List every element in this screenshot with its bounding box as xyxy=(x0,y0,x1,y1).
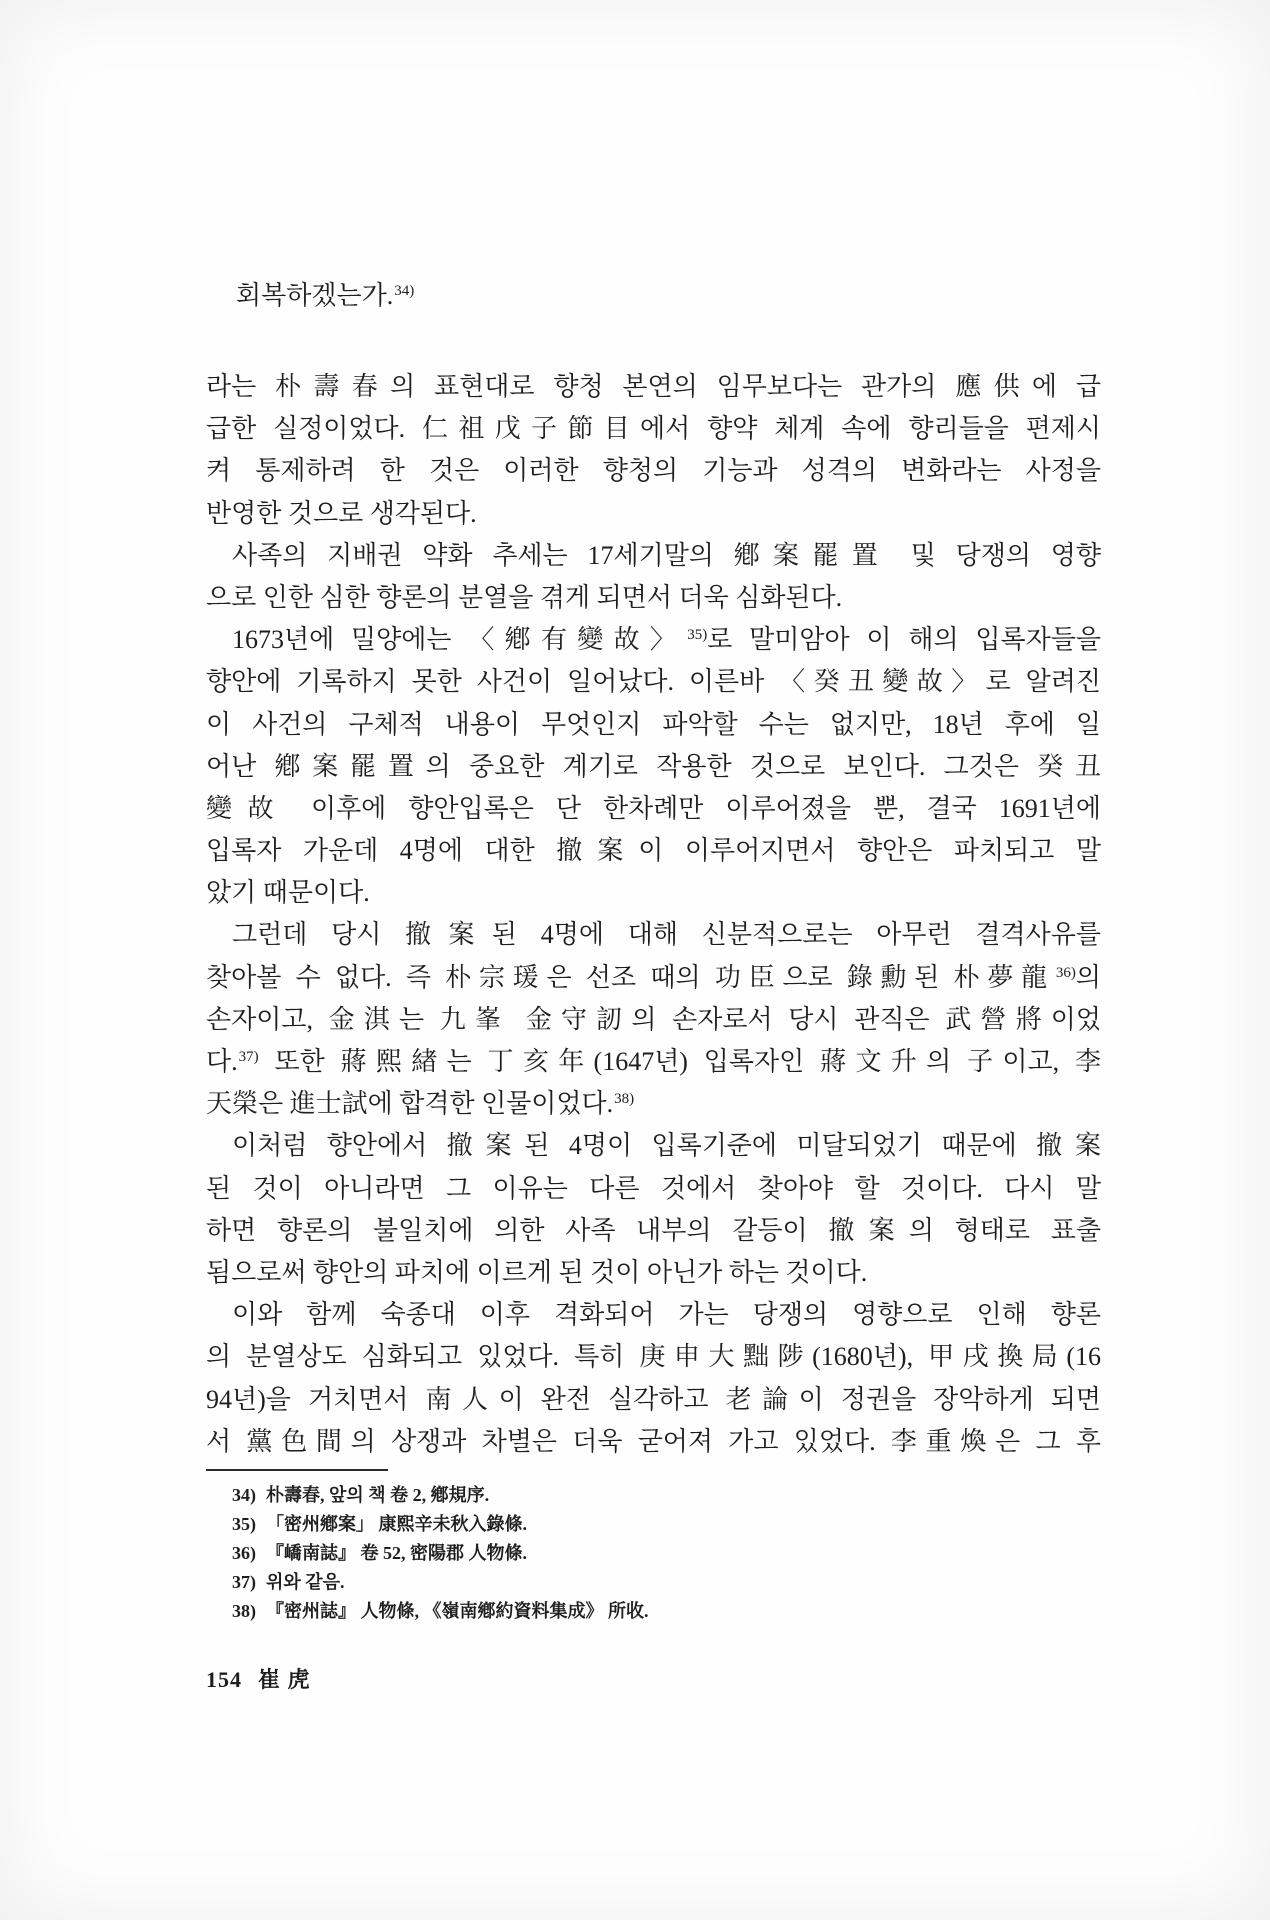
text-line: 았기 때문이다. xyxy=(206,878,370,908)
text-line: 으로 인한 심한 향론의 분열을 겪게 되면서 더욱 심화된다. xyxy=(206,582,843,612)
text-segment: 天榮은 進士試에 합격한 인물이었다. xyxy=(206,1089,614,1119)
text-line: 이 사건의 구체적 내용이 무엇인지 파악할 수는 없지만, 18년 후에 일 xyxy=(206,709,1101,739)
text-line: 어난 鄕案罷置의 중요한 계기로 작용한 것으로 보인다. 그것은 癸丑 xyxy=(206,751,1101,781)
footnote xyxy=(232,1510,649,1539)
quotation-closing-line xyxy=(236,275,414,317)
text-line xyxy=(206,1083,1101,1125)
text-line: 變故 이후에 향안입록은 단 한차례만 이루어졌을 뿐, 결국 1691년에 xyxy=(206,793,1101,823)
text-line: 94년)을 거치면서 南人이 완전 실각하고 老論이 정권을 장악하게 되면 xyxy=(206,1384,1101,1414)
text-line: 그런데 당시 撤案된 4명에 대해 신분적으로는 아무런 결격사유를 xyxy=(232,920,1101,950)
text-line: 반영한 것으로 생각된다. xyxy=(206,498,477,528)
text-line: 된 것이 아니라면 그 이유는 다른 것에서 찾아야 할 것이다. 다시 말 xyxy=(206,1173,1101,1203)
footnote-text: 『嶠南誌』 卷 52, 密陽郡 人物條. xyxy=(266,1543,527,1563)
footnote xyxy=(232,1568,649,1597)
footnote-text: 『密州誌』 人物條, 《嶺南鄕約資料集成》 所收. xyxy=(266,1601,649,1621)
text-line: 의 분열상도 심화되고 있었다. 특히 庚申大黜陟(1680년), 甲戌換局(16 xyxy=(206,1342,1101,1372)
paragraph xyxy=(206,619,1101,914)
text-line xyxy=(206,957,1101,999)
body-text xyxy=(206,366,1101,1463)
footnote-ref: 37) xyxy=(238,1049,259,1065)
paragraph xyxy=(206,914,1101,1125)
text-line: 하면 향론의 불일치에 의한 사족 내부의 갈등이 撤案의 형태로 표출 xyxy=(206,1215,1101,1245)
text-line: 서 黨色間의 상쟁과 차별은 더욱 굳어져 가고 있었다. 李重煥은 그 후 xyxy=(206,1426,1101,1456)
text-line: 라는 朴壽春의 표현대로 향청 본연의 임무보다는 관가의 應供에 급 xyxy=(206,372,1101,401)
text-line: 이와 함께 숙종대 이후 격화되어 가는 당쟁의 영향으로 인해 향론 xyxy=(232,1300,1101,1330)
text-line: 됨으로써 향안의 파치에 이르게 된 것이 아닌가 하는 것이다. xyxy=(206,1257,868,1287)
footnote-number: 35) xyxy=(232,1514,256,1534)
footnote-text: 위와 같음. xyxy=(266,1572,345,1592)
footnote-ref: 38) xyxy=(614,1091,635,1108)
text-line: 입록자 가운데 4명에 대한 撤案이 이루어지면서 향안은 파치되고 말 xyxy=(206,836,1101,866)
footnote xyxy=(232,1481,649,1510)
paragraph xyxy=(206,366,1101,535)
footnote-ref: 35) xyxy=(687,627,708,644)
quotation-text: 회복하겠는가. xyxy=(236,281,394,310)
paragraph xyxy=(206,535,1101,619)
page-number: 154 xyxy=(206,1667,242,1692)
footnotes xyxy=(232,1481,649,1626)
text-line: 급한 실정이었다. 仁祖戊子節目에서 향약 체계 속에 향리들을 편제시 xyxy=(206,414,1101,444)
text-line xyxy=(206,619,1101,661)
paragraph xyxy=(206,1125,1101,1294)
running-author: 崔 虎 xyxy=(258,1667,311,1692)
text-line: 손자이고, 金淇는 九峯 金守訒의 손자로서 당시 관직은 武營將이었 xyxy=(206,1004,1101,1034)
footnote-text: 「密州鄕案」 康熙辛未秋入錄條. xyxy=(266,1514,527,1534)
footnote-ref: 34) xyxy=(394,283,415,299)
paragraph xyxy=(206,1294,1101,1463)
footnote-rule xyxy=(206,1469,388,1471)
text-segment: 다. xyxy=(206,1047,238,1076)
text-line: 향안에 기록하지 못한 사건이 일어났다. 이른바 〈癸丑變故〉로 알려진 xyxy=(206,667,1101,697)
text-segment: 찾아볼 수 없다. 즉 朴宗瑗은 선조 때의 功臣으로 錄勳된 朴夢龍 xyxy=(206,962,1055,992)
text-segment: 로 말미암아 이 해의 입록자들을 xyxy=(707,625,1101,655)
footnote-number: 34) xyxy=(232,1485,256,1505)
page-folio xyxy=(206,1665,311,1695)
footnote xyxy=(232,1597,649,1626)
footnote-text: 朴壽春, 앞의 책 卷 2, 鄕規序. xyxy=(266,1485,490,1505)
footnote-number: 38) xyxy=(232,1601,256,1621)
text-line: 사족의 지배권 약화 추세는 17세기말의 鄕案罷置 및 당쟁의 영향 xyxy=(232,540,1101,570)
footnote-number: 37) xyxy=(232,1572,256,1592)
footnote xyxy=(232,1539,649,1568)
text-line: 켜 통제하려 한 것은 이러한 향청의 기능과 성격의 변화라는 사정을 xyxy=(206,456,1101,486)
text-line: 이처럼 향안에서 撤案된 4명이 입록기준에 미달되었기 때문에 撤案 xyxy=(232,1131,1101,1161)
text-segment: 의 xyxy=(1075,962,1101,992)
footnote-number: 36) xyxy=(232,1543,256,1563)
footnote-ref: 36) xyxy=(1055,964,1076,981)
text-line xyxy=(206,1041,1101,1083)
text-segment: 또한 蔣熙緖는 丁亥年(1647년) 입록자인 蔣文升의 子이고, 李 xyxy=(258,1047,1101,1076)
text-segment: 1673년에 밀양에는 〈鄕有變故〉 xyxy=(232,625,687,655)
